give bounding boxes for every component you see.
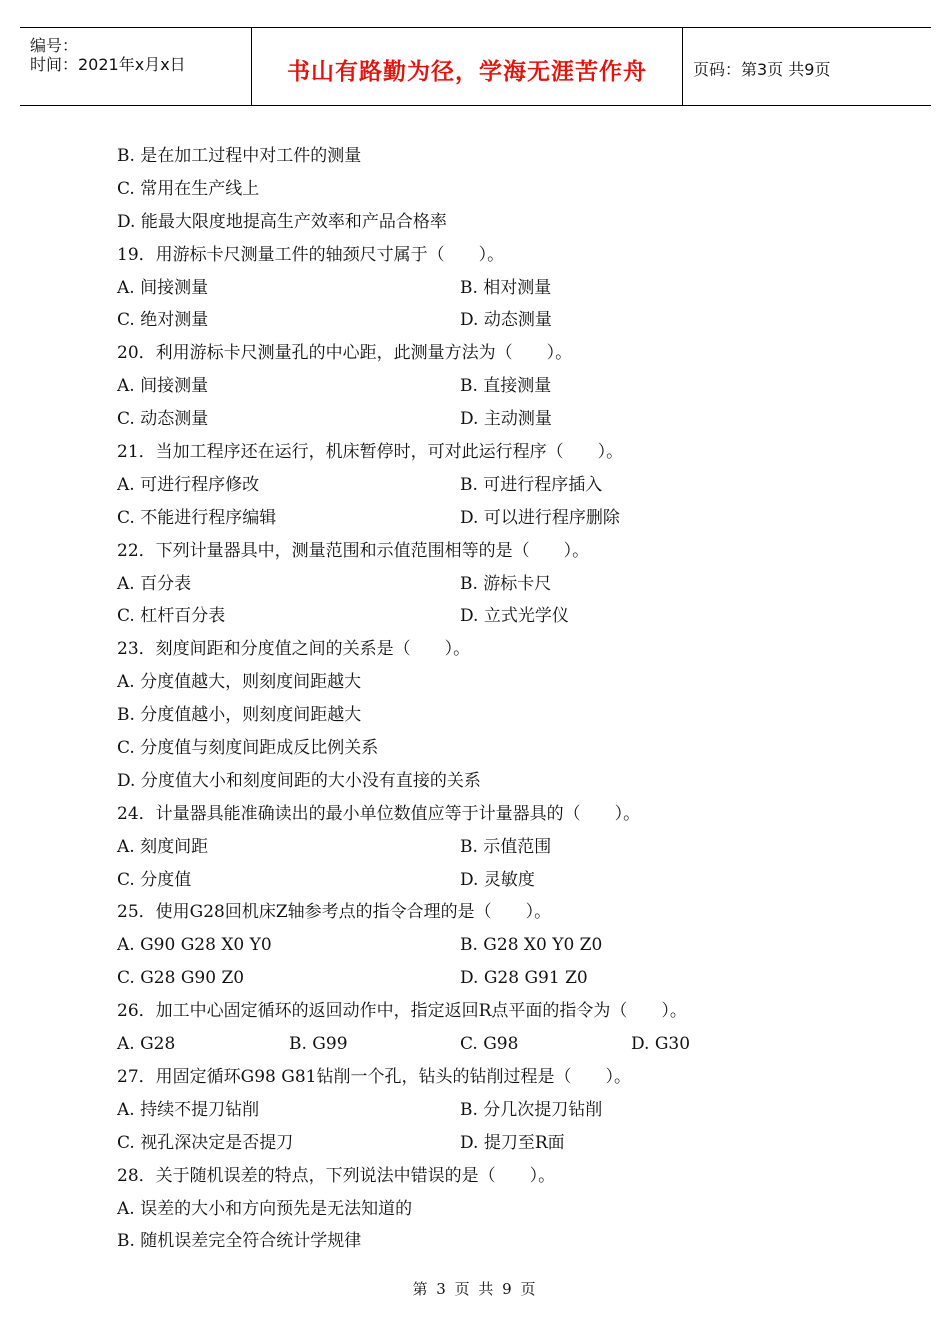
header-left-cell xyxy=(20,28,252,105)
option-right: B. 示值范围 xyxy=(460,836,552,857)
header-page-cell xyxy=(683,28,931,105)
question-stem xyxy=(117,535,817,568)
option-b: B. G99 xyxy=(289,1034,348,1055)
option-left: A. 可进行程序修改 xyxy=(117,474,260,495)
option-row-two xyxy=(117,304,817,337)
header-motto: 书山有路勤为径，学海无涯苦作舟 xyxy=(287,59,647,85)
header-motto-cell xyxy=(252,28,683,105)
option-left: A. 间接测量 xyxy=(117,376,209,397)
option-right: D. 立式光学仪 xyxy=(460,606,569,627)
option-right: D. 灵敏度 xyxy=(460,869,535,890)
option-row-two xyxy=(117,962,817,995)
option-left: A. 持续不提刀钻削 xyxy=(117,1099,260,1120)
option-right: D. 主动测量 xyxy=(460,409,552,430)
line-text: 25．使用G28回机床Z轴参考点的指令合理的是（ ）。 xyxy=(117,902,552,923)
question-stem xyxy=(117,337,817,370)
option-c: C. G98 xyxy=(460,1034,519,1055)
option-left: A. 百分表 xyxy=(117,573,192,594)
option-right: B. 相对测量 xyxy=(460,277,552,298)
question-content xyxy=(117,140,817,1258)
question-stem xyxy=(117,633,817,666)
option-row-two xyxy=(117,1127,817,1160)
line-text: B. 随机误差完全符合统计学规律 xyxy=(117,1231,362,1252)
option-line xyxy=(117,732,817,765)
option-left: A. 刻度间距 xyxy=(117,836,209,857)
option-a: A. G28 xyxy=(117,1034,176,1055)
line-text: 20．利用游标卡尺测量孔的中心距，此测量方法为（ ）。 xyxy=(117,343,573,364)
option-row-two xyxy=(117,370,817,403)
option-line xyxy=(117,140,817,173)
option-line xyxy=(117,765,817,798)
option-left: C. G28 G90 Z0 xyxy=(117,968,245,989)
option-row-two xyxy=(117,502,817,535)
option-row-two xyxy=(117,929,817,962)
option-right: D. 提刀至R面 xyxy=(460,1132,565,1153)
option-left: C. 绝对测量 xyxy=(117,310,209,331)
question-stem xyxy=(117,1160,817,1193)
option-right: B. 可进行程序插入 xyxy=(460,474,603,495)
line-text: 28．关于随机误差的特点，下列说法中错误的是（ ）。 xyxy=(117,1165,556,1186)
option-row-two xyxy=(117,272,817,305)
line-text: 27．用固定循环G98 G81钻削一个孔，钻头的钻削过程是（ ）。 xyxy=(117,1066,631,1087)
option-right: B. 游标卡尺 xyxy=(460,573,552,594)
option-left: C. 杠杆百分表 xyxy=(117,606,226,627)
question-stem xyxy=(117,995,817,1028)
option-right: D. 可以进行程序删除 xyxy=(460,507,620,528)
page-footer: 第 3 页 共 9 页 xyxy=(412,1280,538,1298)
question-stem xyxy=(117,239,817,272)
question-stem xyxy=(117,798,817,831)
line-text: A. 误差的大小和方向预先是无法知道的 xyxy=(117,1198,413,1219)
option-row-two xyxy=(117,469,817,502)
option-right: D. 动态测量 xyxy=(460,310,552,331)
option-right: B. G28 X0 Y0 Z0 xyxy=(460,935,603,956)
question-stem xyxy=(117,1061,817,1094)
option-left: A. 间接测量 xyxy=(117,277,209,298)
line-text: D. 能最大限度地提高生产效率和产品合格率 xyxy=(117,211,447,232)
option-line xyxy=(117,699,817,732)
line-text: C. 分度值与刻度间距成反比例关系 xyxy=(117,738,379,759)
line-text: 23．刻度间距和分度值之间的关系是（ ）。 xyxy=(117,639,471,660)
option-line xyxy=(117,173,817,206)
option-right: B. 分几次提刀钻削 xyxy=(460,1099,603,1120)
header-page-info: 页码：第3页 共9页 xyxy=(693,60,831,79)
option-line xyxy=(117,1193,817,1226)
option-left: C. 视孔深决定是否提刀 xyxy=(117,1132,294,1153)
line-text: 21．当加工程序还在运行，机床暂停时，可对此运行程序（ ）。 xyxy=(117,442,624,463)
option-row-two xyxy=(117,1094,817,1127)
option-right: B. 直接测量 xyxy=(460,376,552,397)
option-left: C. 动态测量 xyxy=(117,409,209,430)
line-text: A. 分度值越大，则刻度间距越大 xyxy=(117,672,362,693)
line-text: C. 常用在生产线上 xyxy=(117,178,260,199)
option-line xyxy=(117,206,817,239)
line-text: B. 是在加工过程中对工件的测量 xyxy=(117,146,362,166)
line-text: 26．加工中心固定循环的返回动作中，指定返回R点平面的指令为（ ）。 xyxy=(117,1001,687,1022)
question-stem xyxy=(117,436,817,469)
line-text: 24．计量器具能准确读出的最小单位数值应等于计量器具的（ ）。 xyxy=(117,803,641,824)
option-left: C. 分度值 xyxy=(117,869,192,890)
line-text: D. 分度值大小和刻度间距的大小没有直接的关系 xyxy=(117,770,481,791)
option-left: A. G90 G28 X0 Y0 xyxy=(117,935,272,956)
option-left: C. 不能进行程序编辑 xyxy=(117,507,277,528)
option-row-two xyxy=(117,403,817,436)
option-line xyxy=(117,1225,817,1258)
option-row-two xyxy=(117,864,817,897)
line-text: 19．用游标卡尺测量工件的轴颈尺寸属于（ ）。 xyxy=(117,244,505,265)
option-d: D. G30 xyxy=(631,1034,691,1055)
line-text: 22．下列计量器具中，测量范围和示值范围相等的是（ ）。 xyxy=(117,540,590,561)
option-row-four xyxy=(117,1028,817,1061)
document-number-label: 编号： xyxy=(30,36,79,55)
option-row-two xyxy=(117,831,817,864)
document-time-label: 时间：2021年x月x日 xyxy=(30,55,186,74)
option-row-two xyxy=(117,568,817,601)
option-right: D. G28 G91 Z0 xyxy=(460,968,588,989)
option-line xyxy=(117,666,817,699)
line-text: B. 分度值越小，则刻度间距越大 xyxy=(117,705,362,726)
page-header xyxy=(20,27,931,106)
question-stem xyxy=(117,896,817,929)
option-row-two xyxy=(117,600,817,633)
